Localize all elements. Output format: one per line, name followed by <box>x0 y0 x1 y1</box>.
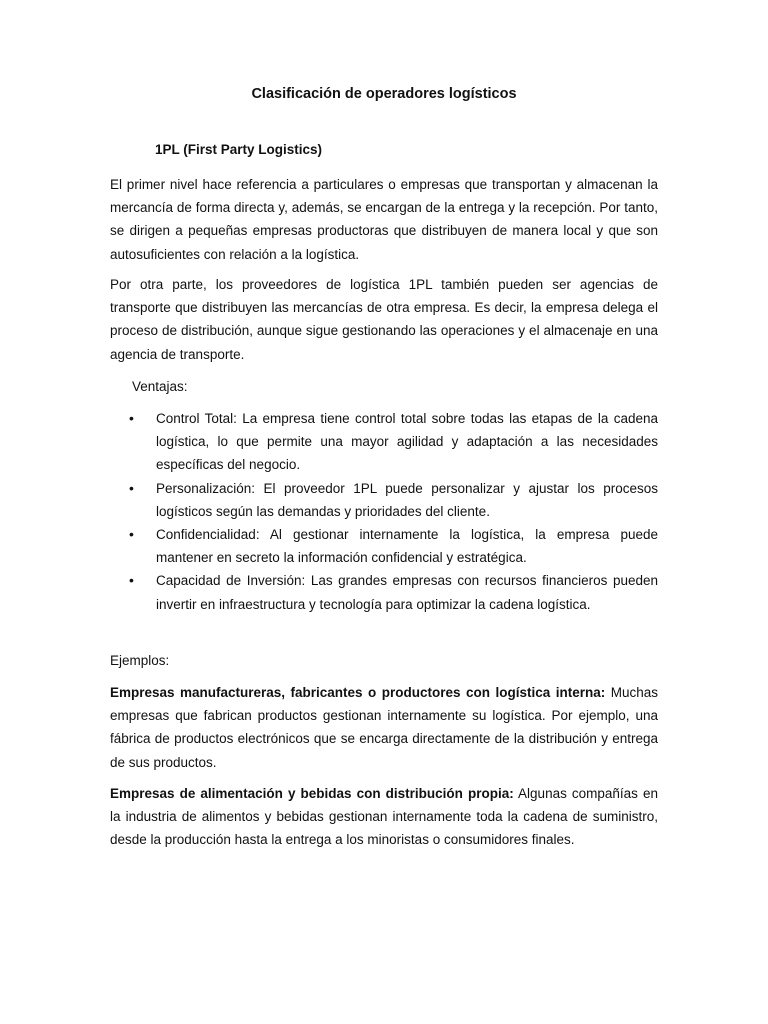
ejemplo-lead: Empresas manufactureras, fabricantes o productores con logística interna: <box>110 685 606 700</box>
section-heading-1pl: 1PL (First Party Logistics) <box>155 142 323 157</box>
bullet-icon: • <box>129 410 134 426</box>
document-title: Clasificación de operadores logísticos <box>251 86 517 102</box>
document-page <box>110 0 658 1024</box>
ejemplo-text: Algunas compañías en la industria de alimentos y bebidas gestionan internamente toda la cadena de suministro, desde la producción hasta la entrega a los minoristas o consumidores finales. <box>110 786 658 848</box>
ejemplos-label: Ejemplos: <box>110 653 170 668</box>
list-item-control-total <box>110 407 658 477</box>
paragraph-ejemplo-manufactureras <box>110 681 658 774</box>
list-item-text: Confidencialidad: Al gestionar internamente la logística, la empresa puede mantener en secreto la información confidencial y estratégica. <box>156 527 658 566</box>
list-item-personalizacion <box>110 477 658 523</box>
ejemplo-text: Muchas empresas que fabrican productos gestionan internamente su logística. Por ejemplo, una fábrica de productos electrónicos que se encarga directamente de la distribución y entrega de sus productos. <box>110 685 658 770</box>
bullet-icon: • <box>129 479 134 496</box>
list-item-text: Capacidad de Inversión: Las grandes empresas con recursos financieros pueden invertir en infraestructura y tecnología para optimizar la cadena logística. <box>156 573 658 612</box>
ventajas-label: Ventajas: <box>132 379 188 394</box>
ejemplo-lead: Empresas de alimentación y bebidas con distribución propia: <box>110 786 514 801</box>
list-item-text: Control Total: La empresa tiene control total sobre todas las etapas de la cadena logística, lo que permite una mayor agilidad y adaptación a las necesidades específicas del negocio. <box>156 411 658 473</box>
ventajas-list <box>110 407 658 616</box>
paragraph-transport-agencies: Por otra parte, los proveedores de logística 1PL también pueden ser agencias de transporte que distribuyen las mercancías de otra empresa. Es decir, la empresa delega el proceso de distribución, aunque sigue gestionando las operaciones y el almacenaje en una agencia de transporte. <box>110 277 658 362</box>
bullet-icon: • <box>129 526 134 543</box>
list-item-capacidad-inversion <box>110 569 658 615</box>
bullet-icon: • <box>129 572 134 589</box>
list-item-confidencialidad <box>110 523 658 569</box>
paragraph-intro: El primer nivel hace referencia a particulares o empresas que transportan y almacenan la mercancía de forma directa y, además, se encargan de la entrega y la recepción. Por tanto, se dirigen a pequeñas empresas productoras que distribuyen de manera local y que son autosuficientes con relación a la logística. <box>110 177 658 262</box>
paragraph-ejemplo-alimentacion <box>110 782 658 852</box>
list-item-text: Personalización: El proveedor 1PL puede personalizar y ajustar los procesos logísticos según las demandas y prioridades del cliente. <box>156 480 658 519</box>
